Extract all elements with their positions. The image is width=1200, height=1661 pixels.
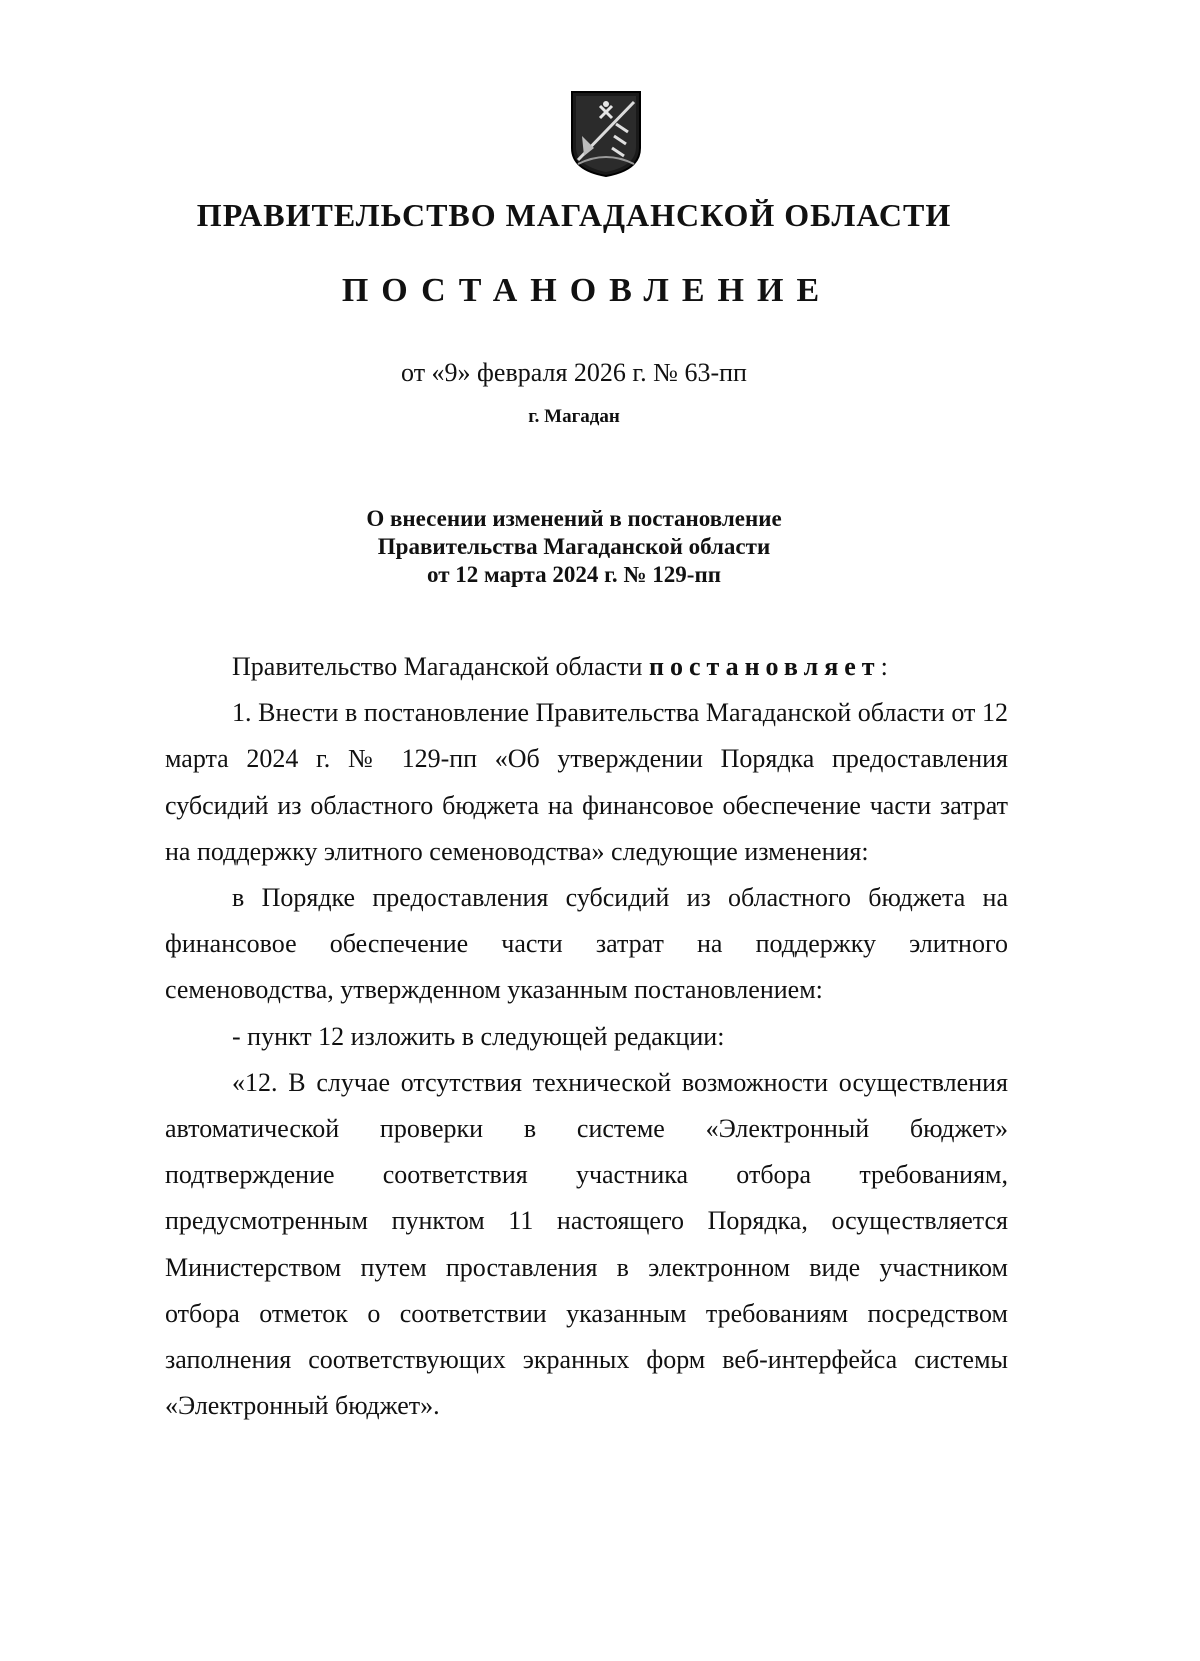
organization-title: ПРАВИТЕЛЬСТВО МАГАДАНСКОЙ ОБЛАСТИ bbox=[196, 197, 952, 233]
subject-line: Правительства Магаданской области bbox=[377, 534, 771, 559]
subject-line: от 12 марта 2024 г. № 129-пп bbox=[427, 562, 721, 587]
intro-paragraph bbox=[165, 644, 1008, 690]
decree-word: постановляет bbox=[648, 652, 881, 681]
coat-of-arms-icon bbox=[570, 90, 642, 178]
intro-suffix: : bbox=[880, 652, 888, 681]
subject-line: О внесении изменений в постановление bbox=[366, 506, 782, 531]
document-date-number: от «9» февраля 2026 г. № 63-пп bbox=[401, 358, 747, 387]
document-subject bbox=[0, 505, 1148, 589]
paragraph-1: 1. Внести в постановление Правительства Магаданской области от 12 марта 2024 г. № 129-пп «Об утверждении Порядка предоставления субсидий из областного бюджета на финансовое обеспечение части затрат на поддержку элитного семеноводства» следующие изменения: bbox=[165, 698, 1008, 866]
document-body bbox=[165, 644, 1008, 1429]
paragraph-3: - пункт 12 изложить в следующей редакции: bbox=[232, 1021, 725, 1051]
document-type-title: ПОСТАНОВЛЕНИЕ bbox=[341, 272, 833, 309]
document-city: г. Магадан bbox=[528, 406, 620, 427]
paragraph-4: «12. В случае отсутствия технической возможности осуществления автоматической проверки в системе «Электронный бюджет» подтверждение соответствия участника отбора требованиям, предусмотренным пунктом 11 настоящего Порядка, осуществляется Министерством путем проставления в электронном виде участником отбора отметок о соответствии указанным требованиям посредством заполнения соответствующих экранных форм веб-интерфейса системы «Электронный бюджет». bbox=[165, 1067, 1008, 1421]
intro-prefix: Правительство Магаданской области bbox=[232, 652, 649, 681]
paragraph-2: в Порядке предоставления субсидий из областного бюджета на финансовое обеспечение части затрат на поддержку элитного семеноводства, утвержденном указанным постановлением: bbox=[165, 883, 1008, 1005]
